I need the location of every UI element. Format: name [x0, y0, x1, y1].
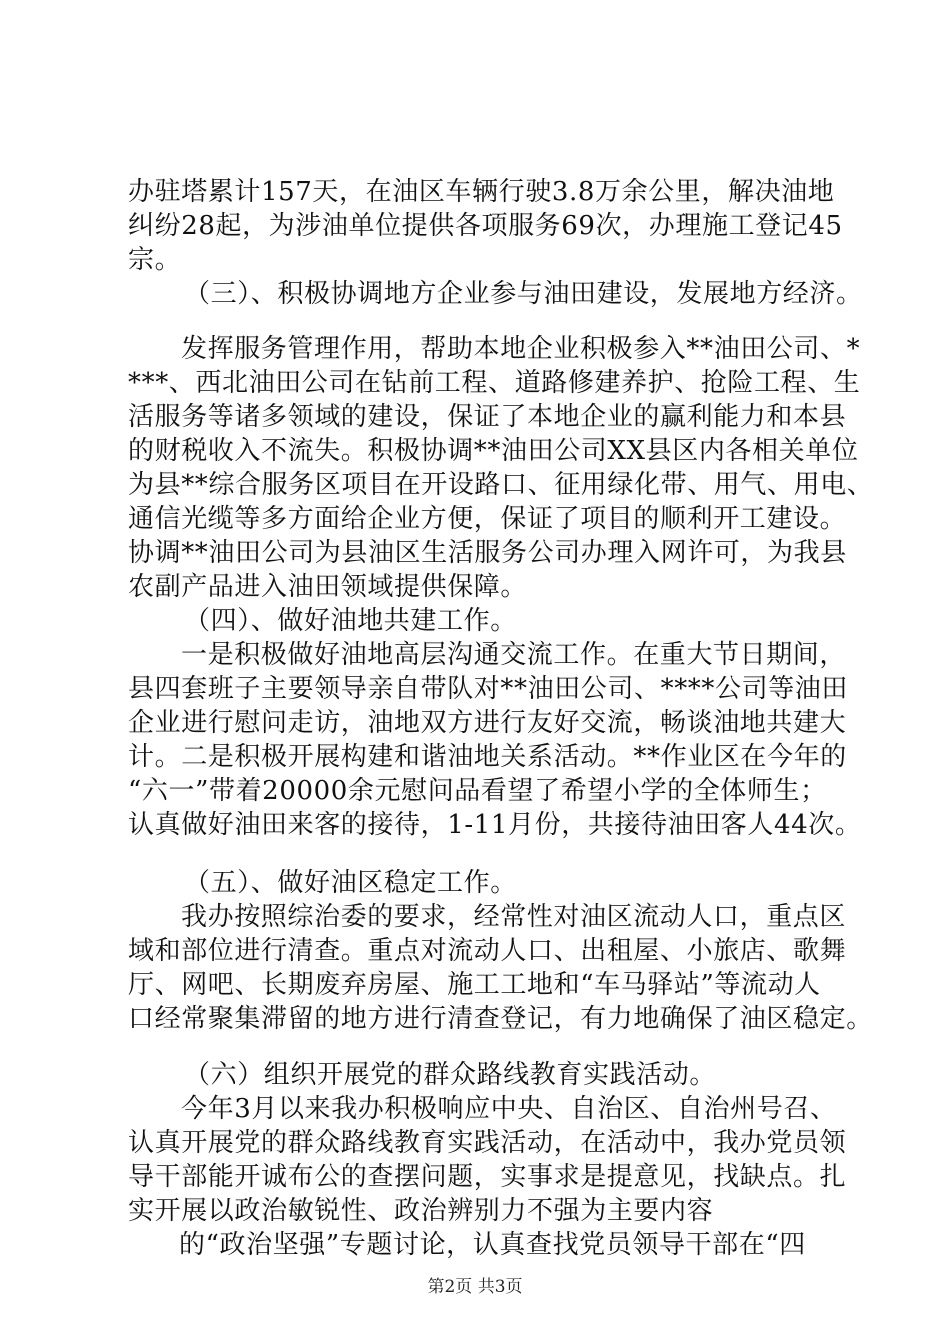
text-line: 企业进行慰问走访，油地双方进行友好交流，畅谈油地共建大 — [128, 708, 847, 738]
text-line: 发挥服务管理作用，帮助本地企业积极参入**油田公司、* — [181, 334, 861, 364]
text-line: 我办按照综治委的要求，经常性对油区流动人口，重点区 — [181, 902, 847, 932]
text-line: 实开展以政治敏锐性、政治辨别力不强为主要内容 — [128, 1196, 714, 1226]
text-line: 计。二是积极开展构建和谐油地关系活动。**作业区在今年的 — [128, 742, 847, 772]
text-line: 口经常聚集滞留的地方进行清查登记，有力地确保了油区稳定。 — [128, 1004, 873, 1034]
text-line: ***、西北油田公司在钻前工程、道路修建养护、抢险工程、生 — [128, 368, 861, 398]
text-line: 今年3月以来我办积极响应中央、自治区、自治州号召、 — [181, 1094, 837, 1124]
text-line: 纠纷28起，为涉油单位提供各项服务69次，办理施工登记45 — [128, 211, 843, 241]
text-line: 办驻塔累计157天，在油区车辆行驶3.8万余公里，解决油地 — [128, 177, 835, 207]
text-line: 认真开展党的群众路线教育实践活动，在活动中，我办党员领 — [128, 1128, 847, 1158]
text-line: 的财税收入不流失。积极协调**油田公司XX县区内各相关单位 — [128, 436, 859, 466]
text-line: 通信光缆等多方面给企业方便，保证了项目的顺利开工建设。 — [128, 504, 847, 534]
text-line: 认真做好油田来客的接待，1-11月份，共接待油田客人44次。 — [128, 810, 862, 840]
text-line: 的“政治坚强”专题讨论，认真查找党员领导干部在“四 — [179, 1230, 806, 1260]
section-heading: （三）、积极协调地方企业参与油田建设，发展地方经济。 — [184, 279, 863, 309]
text-line: 农副产品进入油田领域提供保障。 — [128, 572, 528, 602]
text-line: 活服务等诸多领域的建设，保证了本地企业的赢利能力和本县 — [128, 402, 847, 432]
section-heading: （五）、做好油区稳定工作。 — [184, 868, 517, 898]
section-heading: （六）组织开展党的群众路线教育实践活动。 — [184, 1060, 717, 1090]
text-line: 协调**油田公司为县油区生活服务公司办理入网许可，为我县 — [128, 538, 847, 568]
text-line: 一是积极做好油地高层沟通交流工作。在重大节日期间， — [181, 640, 847, 670]
text-line: 县四套班子主要领导亲自带队对**油田公司、****公司等油田 — [128, 674, 849, 704]
section-heading: （四）、做好油地共建工作。 — [184, 606, 517, 636]
text-line: 宗。 — [128, 245, 182, 275]
text-line: 厅、网吧、长期废弃房屋、施工工地和“车马驿站”等流动人 — [128, 970, 821, 1000]
page-number-footer: 第2页 共3页 — [427, 1277, 523, 1297]
text-line: “六一”带着20000余元慰问品看望了希望小学的全体师生； — [128, 776, 827, 806]
text-line: 导干部能开诚布公的查摆问题，实事求是提意见，找缺点。扎 — [128, 1162, 847, 1192]
text-line: 为县**综合服务区项目在开设路口、征用绿化带、用气、用电、 — [128, 470, 874, 500]
text-line: 域和部位进行清查。重点对流动人口、出租屋、小旅店、歌舞 — [128, 936, 847, 966]
